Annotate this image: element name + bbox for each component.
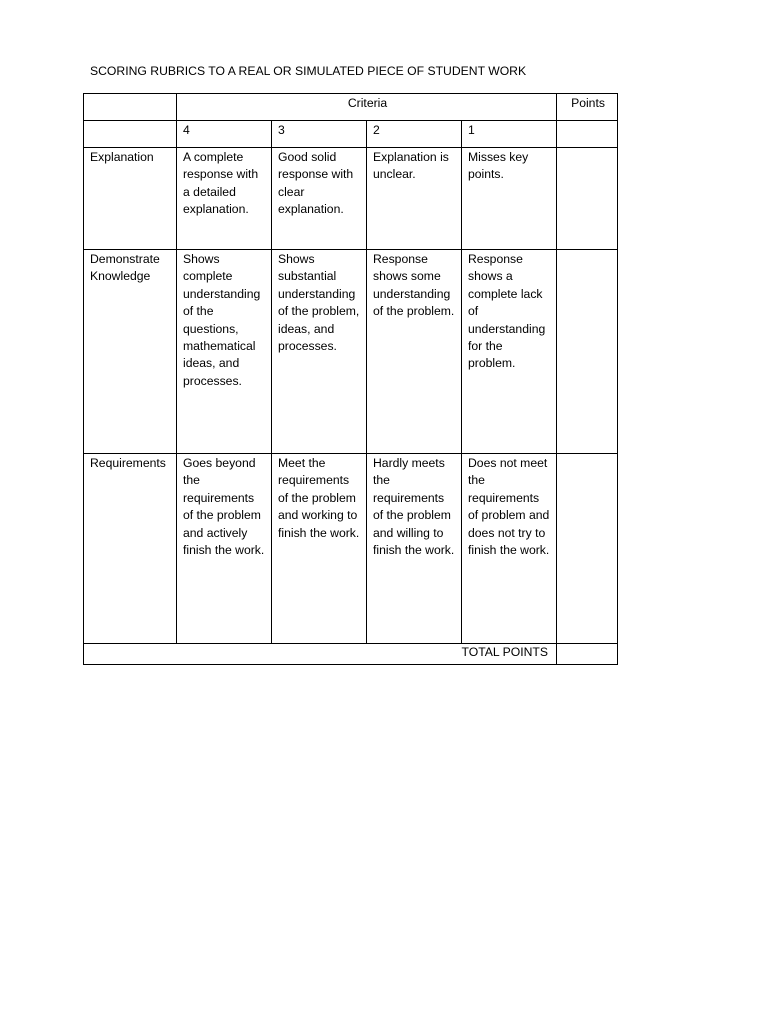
criteria-header: Criteria bbox=[177, 94, 557, 121]
explanation-level-2: Explanation is unclear. bbox=[367, 148, 462, 250]
knowledge-level-2: Response shows some understanding of the problem. bbox=[367, 250, 462, 454]
knowledge-points bbox=[557, 250, 618, 454]
rubric-row-explanation bbox=[84, 148, 618, 250]
knowledge-level-3: Shows substantial understanding of the problem, ideas, and processes. bbox=[272, 250, 367, 454]
row-label-knowledge: Demonstrate Knowledge bbox=[84, 250, 177, 454]
levels-points-cell bbox=[557, 121, 618, 148]
rubric-corner-cell bbox=[84, 94, 177, 121]
explanation-level-1: Misses key points. bbox=[462, 148, 557, 250]
requirements-points bbox=[557, 454, 618, 644]
points-header: Points bbox=[557, 94, 618, 121]
knowledge-level-1: Response shows a complete lack of understanding for the problem. bbox=[462, 250, 557, 454]
levels-label-cell bbox=[84, 121, 177, 148]
level-2-header: 2 bbox=[367, 121, 462, 148]
row-label-requirements: Requirements bbox=[84, 454, 177, 644]
explanation-level-3: Good solid response with clear explanation. bbox=[272, 148, 367, 250]
rubric-levels-row bbox=[84, 121, 618, 148]
knowledge-level-4: Shows complete understanding of the questions, mathematical ideas, and processes. bbox=[177, 250, 272, 454]
row-label-explanation: Explanation bbox=[84, 148, 177, 250]
requirements-level-2: Hardly meets the requirements of the problem and willing to finish the work. bbox=[367, 454, 462, 644]
requirements-level-1: Does not meet the requirements of problem and does not try to finish the work. bbox=[462, 454, 557, 644]
page-title: SCORING RUBRICS TO A REAL OR SIMULATED PIECE OF STUDENT WORK bbox=[90, 64, 527, 78]
level-3-header: 3 bbox=[272, 121, 367, 148]
total-points-label: TOTAL POINTS bbox=[84, 644, 557, 665]
level-4-header: 4 bbox=[177, 121, 272, 148]
requirements-level-4: Goes beyond the requirements of the problem and actively finish the work. bbox=[177, 454, 272, 644]
total-points-value bbox=[557, 644, 618, 665]
explanation-points bbox=[557, 148, 618, 250]
requirements-level-3: Meet the requirements of the problem and working to finish the work. bbox=[272, 454, 367, 644]
explanation-level-4: A complete response with a detailed explanation. bbox=[177, 148, 272, 250]
rubric-table bbox=[83, 93, 618, 665]
rubric-header-row bbox=[84, 94, 618, 121]
rubric-row-requirements bbox=[84, 454, 618, 644]
rubric-row-knowledge bbox=[84, 250, 618, 454]
rubric-total-row bbox=[84, 644, 618, 665]
level-1-header: 1 bbox=[462, 121, 557, 148]
